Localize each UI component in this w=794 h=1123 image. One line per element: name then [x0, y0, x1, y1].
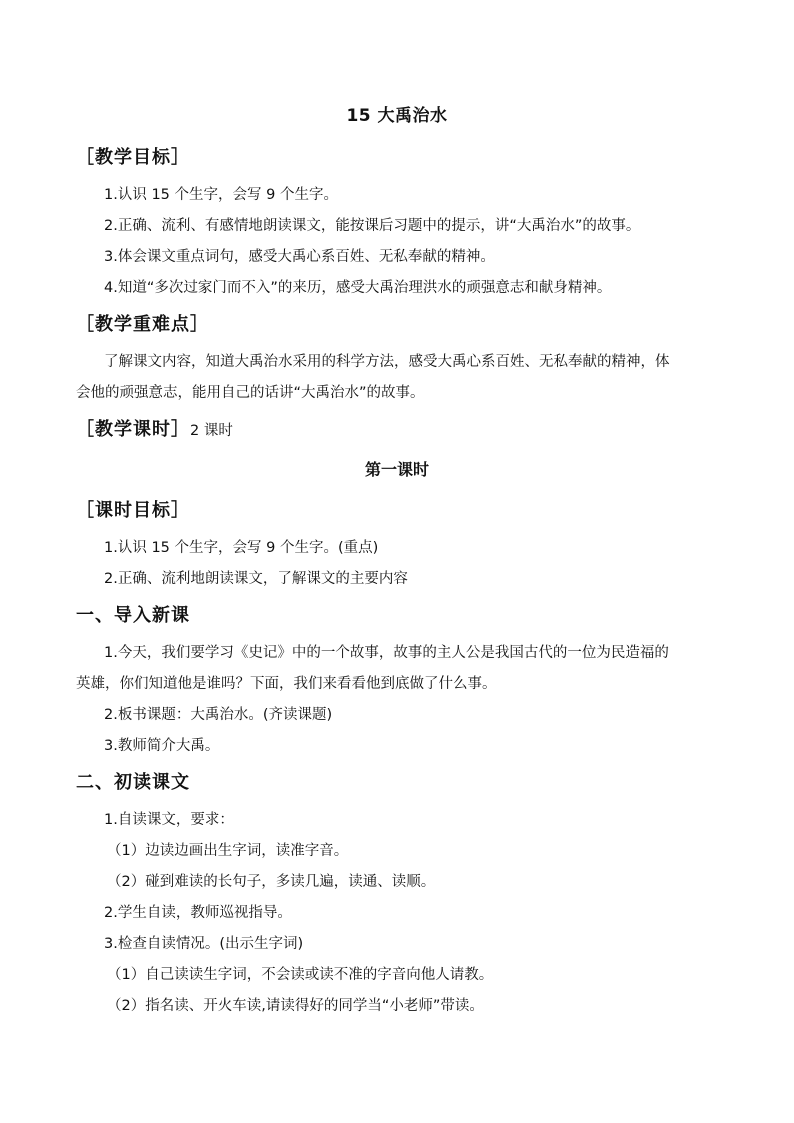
lesson-goal-item-2: 2.正确、流利地朗读课文，了解课文的主要内容 [104, 571, 408, 587]
section-reading-p1-sub-2: （2）碰到难读的长句子，多读几遍，读通、读顺。 [107, 874, 436, 890]
section-intro-p1-line-2: 英雄，你们知道他是谁吗？下面，我们来看看他到底做了什么事。 [76, 676, 497, 692]
teaching-goal-item-4: 4.知道“多次过家门而不入”的来历，感受大禹治理洪水的顽强意志和献身精神。 [104, 280, 612, 296]
section-reading-p3-sub-1: （1）自己读读生字词，不会读或读不准的字音向他人请教。 [107, 967, 494, 983]
section-intro-p1-line-1: 1.今天，我们要学习《史记》中的一个故事，故事的主人公是我国古代的一位为民造福的 [104, 645, 669, 661]
teaching-goal-item-2: 2.正确、流利、有感情地朗读课文，能按课后习题中的提示，讲“大禹治水”的故事。 [104, 218, 641, 234]
section-reading-p1: 1.自读课文，要求： [104, 812, 234, 828]
lesson-goals-heading: ［课时目标］ [76, 500, 190, 521]
teaching-goal-item-1: 1.认识 15 个生字，会写 9 个生字。 [104, 187, 338, 203]
class-hours-value: 2 课时 [190, 423, 233, 439]
section-intro-p3: 3.教师简介大禹。 [104, 738, 220, 754]
section-intro-heading: 一、导入新课 [76, 605, 190, 626]
section-reading-p3-sub-2: （2）指名读、开火车读,请读得好的同学当“小老师”带读。 [107, 998, 484, 1014]
section-reading-p3: 3.检查自读情况。(出示生字词) [104, 936, 304, 952]
class-hours-heading: ［教学课时］ [76, 419, 190, 440]
first-lesson-heading: 第一课时 [364, 460, 429, 479]
lesson-goal-item-1: 1.认识 15 个生字，会写 9 个生字。(重点) [104, 540, 379, 556]
key-difficulties-line-1: 了解课文内容，知道大禹治水采用的科学方法，感受大禹心系百姓、无私奉献的精神，体 [104, 354, 670, 370]
teaching-goals-heading: ［教学目标］ [76, 147, 190, 168]
section-reading-p1-sub-1: （1）边读边画出生字词，读准字音。 [107, 843, 349, 859]
section-intro-p2: 2.板书课题：大禹治水。(齐读课题) [104, 707, 333, 723]
document-title: 15 大禹治水 [346, 106, 448, 126]
teaching-goal-item-3: 3.体会课文重点词句，感受大禹心系百姓、无私奉献的精神。 [104, 249, 495, 265]
section-reading-p2: 2.学生自读，教师巡视指导。 [104, 905, 292, 921]
class-hours-line [76, 421, 233, 439]
key-difficulties-line-2: 会他的顽强意志，能用自己的话讲“大禹治水”的故事。 [76, 385, 425, 401]
section-reading-heading: 二、初读课文 [76, 772, 190, 793]
key-difficulties-heading: ［教学重难点］ [76, 314, 209, 335]
